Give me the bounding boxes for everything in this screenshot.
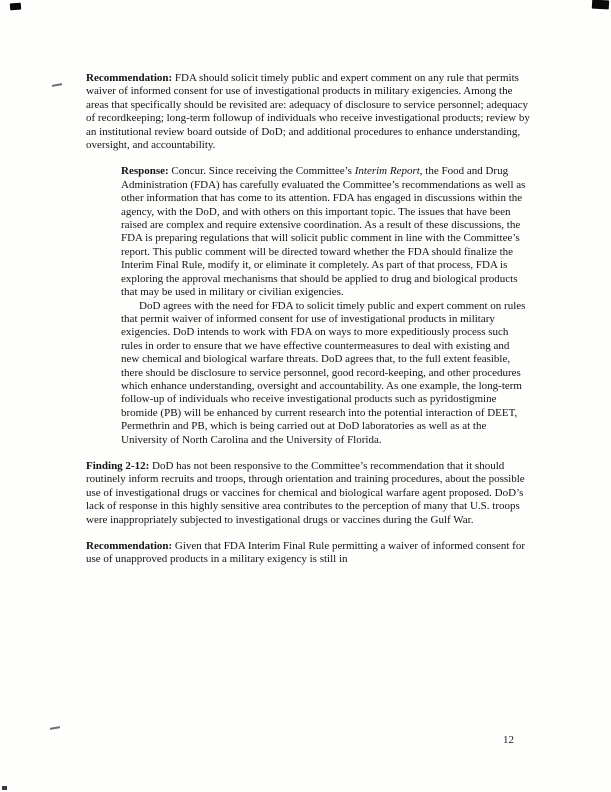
- response-text-before-italic: Concur. Since receiving the Committee’s: [171, 165, 355, 178]
- recommendation-2-label: Recommendation:: [86, 540, 173, 552]
- scan-artifact-bottom-left: [2, 786, 7, 790]
- response-paragraph-1: [121, 165, 530, 299]
- finding-paragraph: [86, 460, 532, 527]
- scan-artifact-margin-dash-1: [52, 83, 62, 87]
- page-number: 12: [503, 734, 514, 746]
- finding-label: Finding 2-12:: [86, 459, 150, 472]
- response-paragraph-2: DoD agrees with the need for FDA to solicit timely public and expert comment on rules that permit waiver of informed consent for use of investigational products in military exigencies. DoD intends to work with FDA on ways to more expeditiously process such rules in order to ensure that we have effective countermeasures to deal with existing and new chemical and biological warfare threats. DoD agrees that, to the full extent feasible, there should be disclosure to service personnel, good record-keeping, and other procedures which enhance understanding, oversight and accountability. As one example, the long-term follow-up of individuals who receive investigational products such as pyridostigmine bromide (PB) will be enhanced by current research into the potential interaction of DEET, Permethrin and PB, which is being carried out at DoD laboratories as well as at the University of North Carolina and the University of Florida.: [121, 299, 526, 446]
- scan-artifact-top-left: [10, 3, 21, 11]
- document-content: [86, 72, 532, 580]
- recommendation-1-text: FDA should solicit timely public and expert comment on any rule that permits waiver of informed consent for use of investigational products in military exigencies. Among the areas that specifically should be revisited are: adequacy of disclosure to service personnel; adequacy of recordkeeping; long-term followup of individuals who receive investigational products; review by an institutional review board outside of DoD; and additional procedures to enhance understanding, oversight, and accountability.: [86, 72, 530, 152]
- response-label: Response:: [121, 165, 169, 178]
- recommendation-1-paragraph: [86, 72, 532, 152]
- recommendation-2-text: Given that FDA Interim Final Rule permitting a waiver of informed consent for use of unapproved products in a military exigency is still in: [86, 540, 525, 566]
- finding-text: DoD has not been responsive to the Committee’s recommendation that it should routinely inform recruits and troops, through orientation and training procedures, about the possible use of investigational drugs or vaccines for chemical and biological warfare agent proposed. DoD’s lack of response in this highly sensitive area contributes to the perception of many that U.S. troops were inappropriately subjected to investigational drugs or vaccines during the Gulf War.: [86, 459, 525, 526]
- recommendation-1-label: Recommendation:: [86, 72, 173, 84]
- scan-artifact-margin-dash-2: [50, 726, 60, 730]
- response-block: [121, 165, 530, 447]
- scan-artifact-top-right: [592, 0, 609, 9]
- response-italic-title: Interim Report: [354, 165, 420, 178]
- recommendation-2-paragraph: [86, 540, 532, 567]
- response-text-after-italic: , the Food and Drug Administration (FDA) has carefully evaluated the Committee’s recommendations as well as other information that has come to its attention. FDA has engaged in discussions within the agency, with the DoD, and with others on this important topic. The issues that have been raised are complex and require extensive coordination. As a result of these discussions, the FDA is preparing regulations that will solicit public comment in line with the Committee’s report. This public comment will be directed toward whether the FDA should finalize the Interim Final Rule, modify it, or eliminate it completely. As part of that process, FDA is exploring the approval mechanisms that should be applied to drug and biological products that may be used in military or civilian exigencies.: [121, 165, 526, 299]
